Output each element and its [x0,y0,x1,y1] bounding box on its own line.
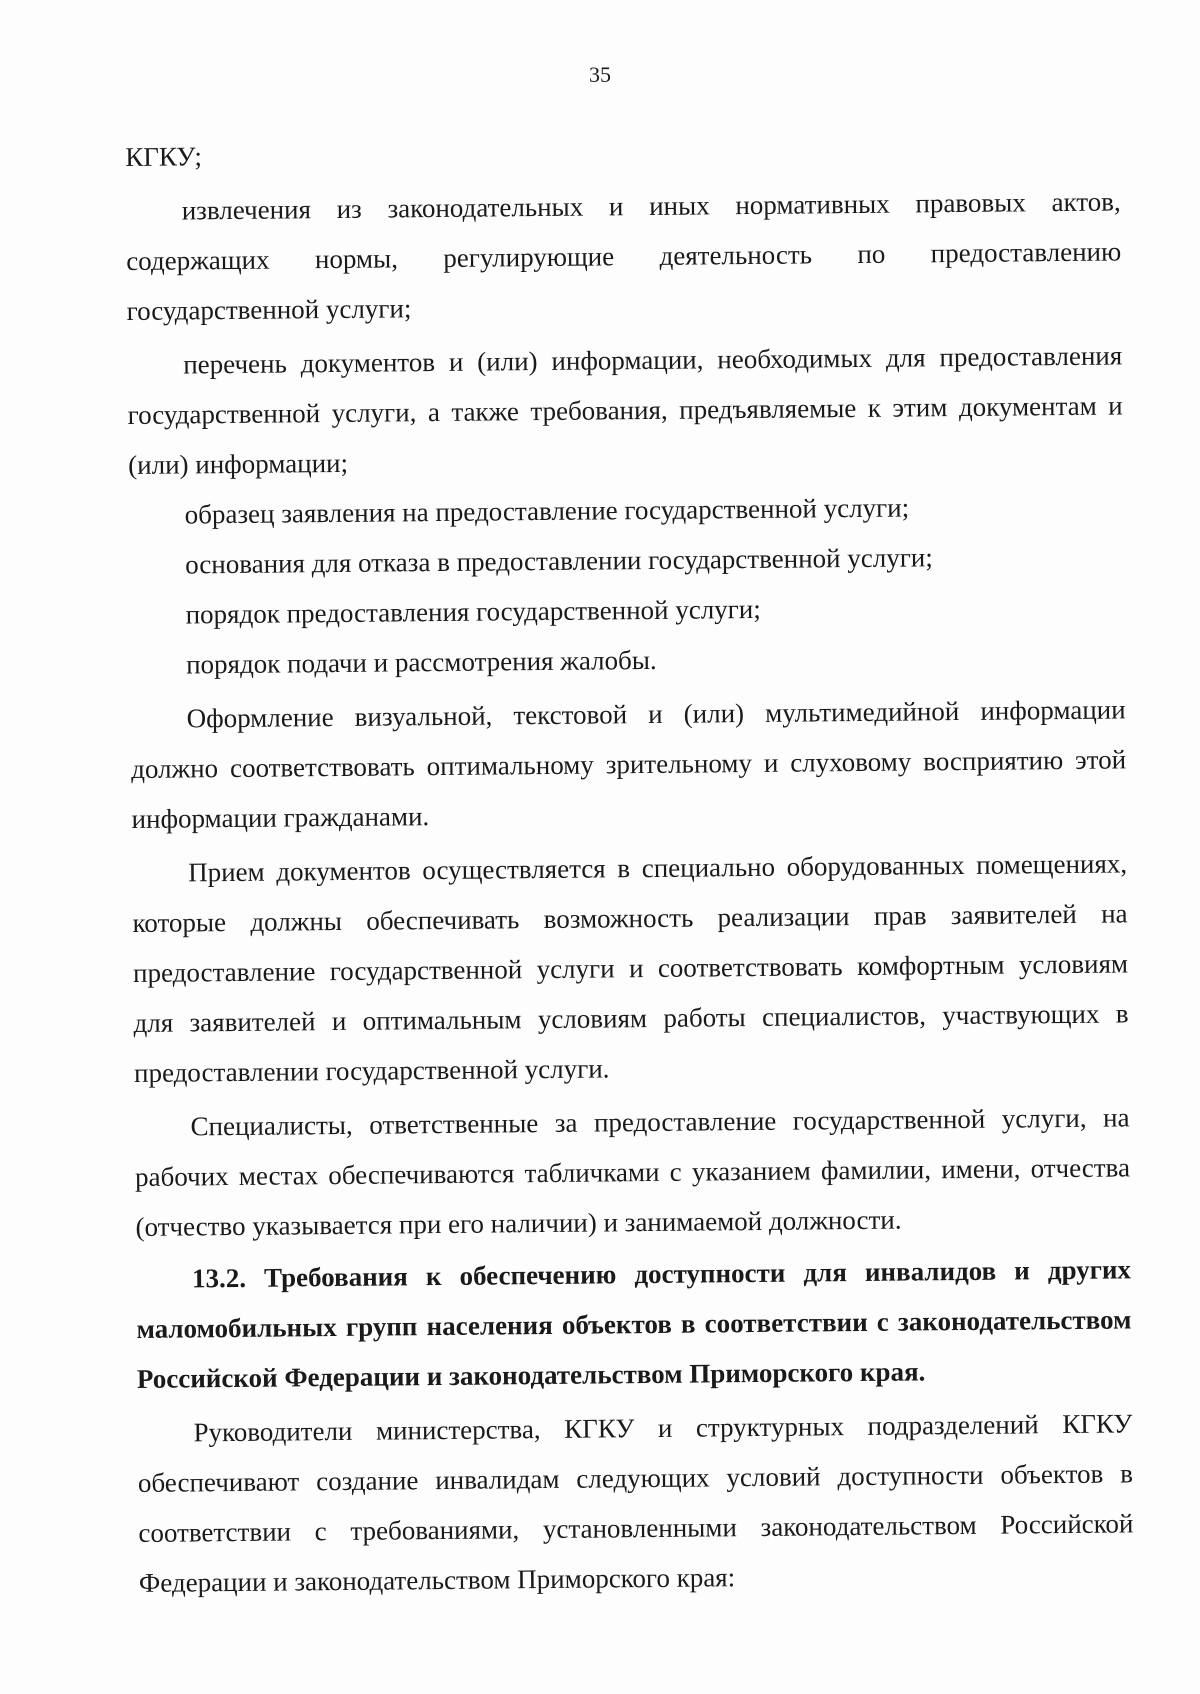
paragraph-document-reception: Прием документов осуществляется в специально оборудованных помещениях, которые должны обеспечивать возможность реализации прав заявителей на предоставление государственной услуги и соответствовать комфортным условиям для заявителей и оптимальным условиям работы специалистов, участвующих в предоставлении государственной услуги. [132,848,1129,1088]
paragraph-complaint-procedure: порядок подачи и рассмотрения жалобы. [185,644,657,680]
paragraph-kgku: КГКУ; [125,141,203,172]
page-number: 35 [589,62,611,87]
section-heading: 13.2. Требования к обеспечению доступности для инвалидов и других маломобильных групп населения объектов в соответствии с законодательством Российской Федерации и законодательством Приморского края. [136,1254,1132,1394]
paragraph-specialists: Специалисты, ответственные за предоставление государственной услуги, на рабочих местах обеспечиваются табличками с указанием фамилии, имени, отчества (отчество указывается при его наличии) и занимаемой должности. [134,1102,1131,1242]
paragraph-info-design: Оформление визуальной, текстовой и (или) мультимедийной информации должно соответствовать оптимальному зрительному и слуховому восприятию этой информации гражданами. [130,694,1127,834]
page-body [125,122,1134,1607]
paragraph-documents-list: перечень документов и (или) информации, необходимых для предоставления государственной услуги, а также требования, предъявляемые к этим документам и (или) информации; [127,340,1123,480]
paragraph-refusal-grounds: основания для отказа в предоставлении государственной услуги; [185,542,933,580]
paragraph-service-procedure: порядок предоставления государственной услуги; [185,593,761,630]
paragraph-accessibility-conditions: Руководители министерства, КГКУ и структурных подразделений КГКУ обеспечивают создание инвалидам следующих условий доступности объектов в соответствии с требованиями, установленными законодательством Российской Федерации и законодательством Приморского края: [137,1408,1134,1598]
paragraph-extracts: извлечения из законодательных и иных нормативных правовых актов, содержащих нормы, регулирующие деятельность по предоставлению государственной услуги; [126,186,1122,326]
paragraph-application-sample: образец заявления на предоставление государственной услуги; [184,492,910,530]
